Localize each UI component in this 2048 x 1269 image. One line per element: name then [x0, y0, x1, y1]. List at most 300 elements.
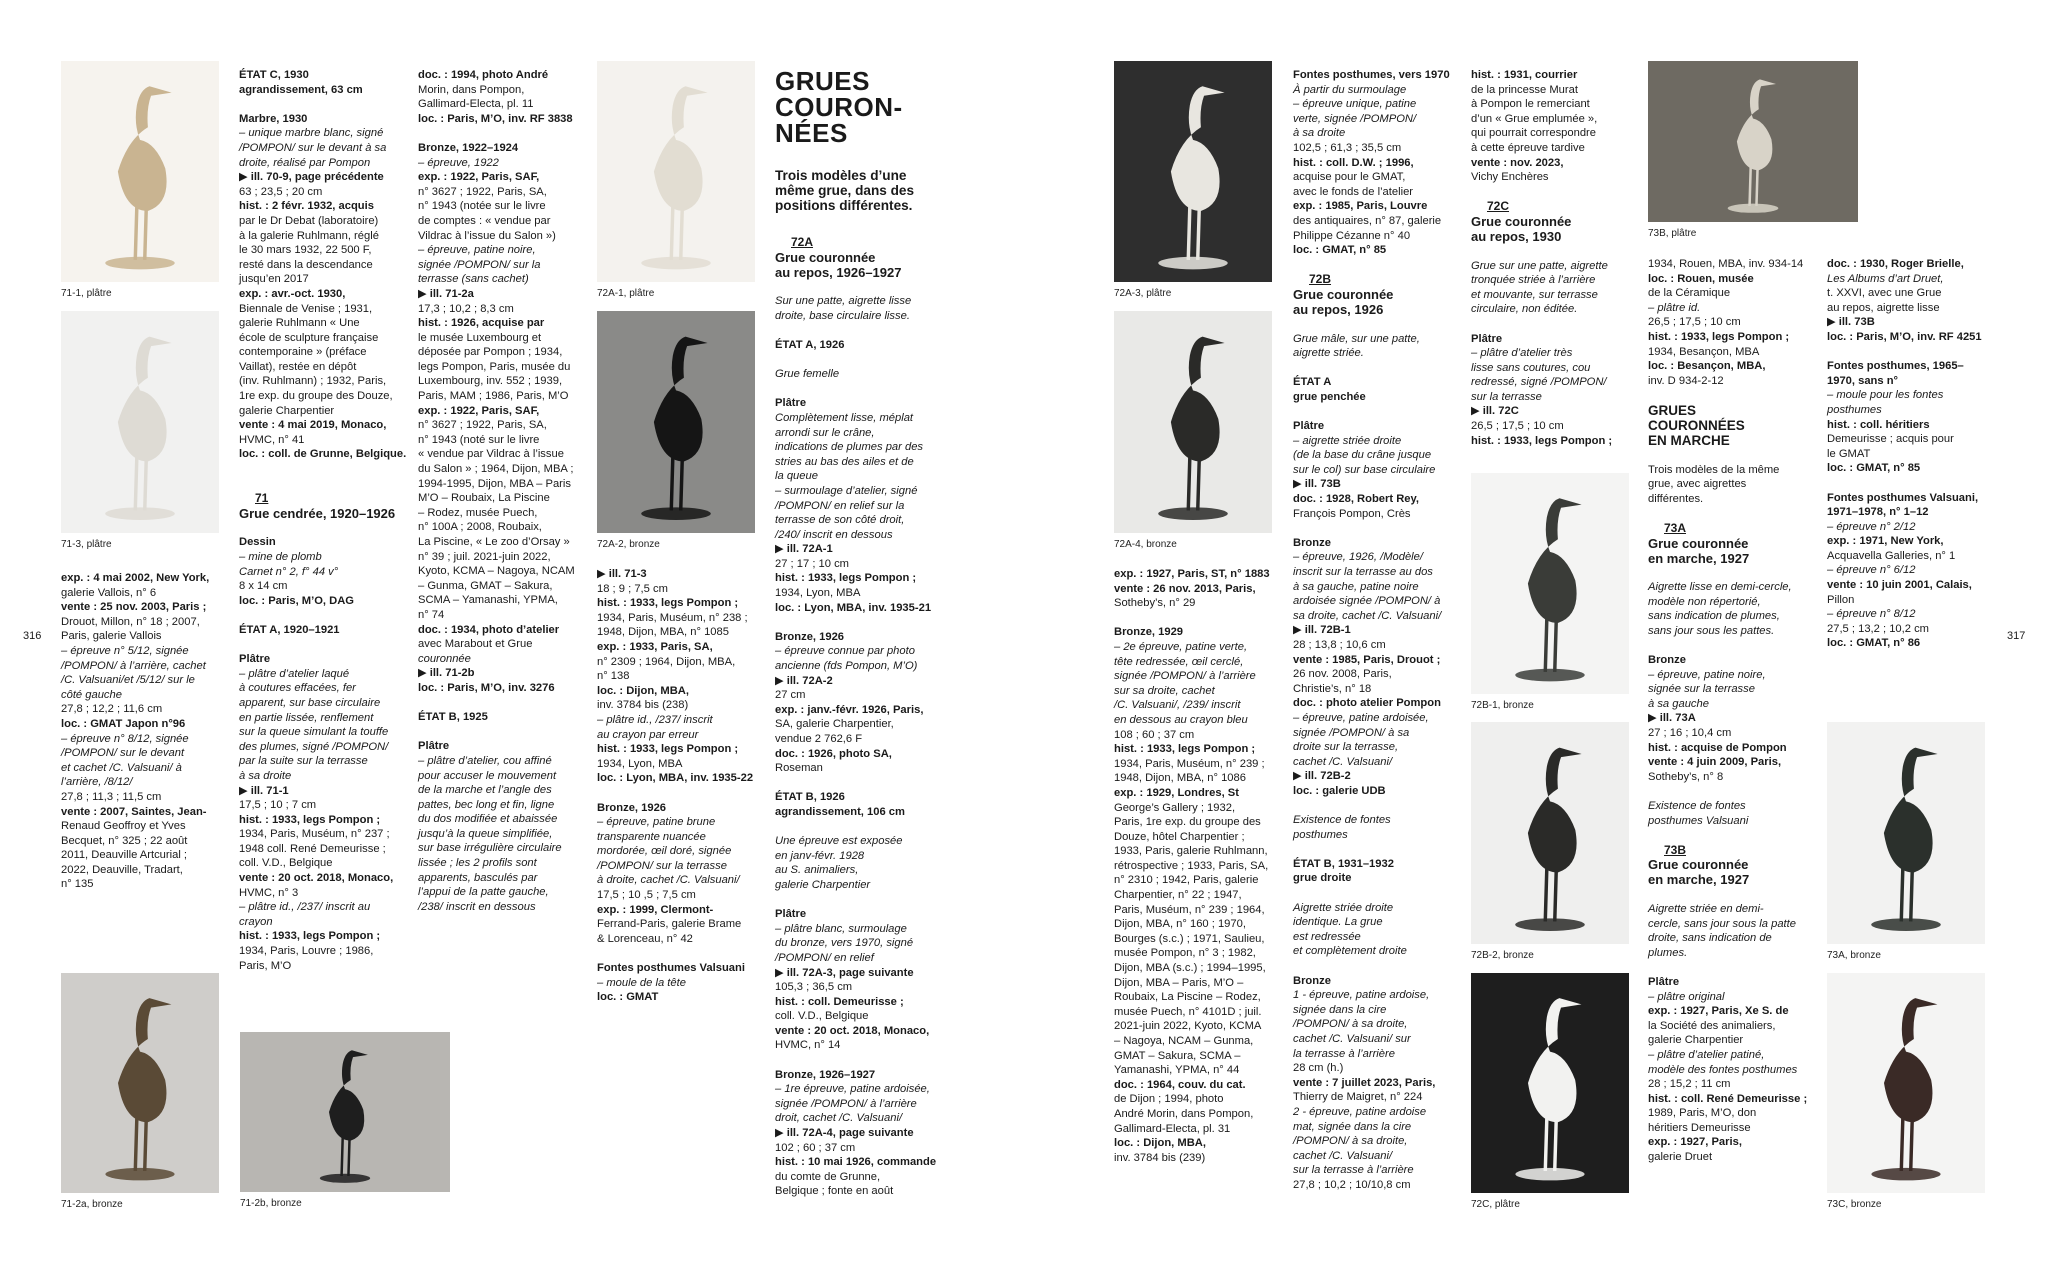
- text-line: 26 nov. 2008, Paris,: [1293, 668, 1392, 681]
- text-line: GMAT – Sakura, SCMA –: [1114, 1049, 1241, 1062]
- italic-line: inscrit sur la terrasse au dos: [1293, 566, 1433, 578]
- text-line: 18 ; 9 ; 7,5 cm: [597, 582, 668, 595]
- field-line: [597, 684, 769, 699]
- italic-line: posthumes: [1293, 828, 1348, 841]
- text-column: [597, 567, 769, 1005]
- text-line: 26,5 ; 17,5 ; 10 cm: [1471, 420, 1564, 433]
- field-value: Paris, M’O, DAG: [268, 594, 355, 607]
- text-line: 63 ; 23,5 ; 20 cm: [239, 185, 323, 198]
- field-value: 1927, Paris, ST, n° 1883: [1146, 568, 1270, 580]
- italic-line: – aigrette striée droite: [1293, 434, 1402, 447]
- text-line: « vendue par Vildrac à l’issue: [418, 448, 564, 461]
- field-value: 1927, Paris, Xe S. de: [1680, 1005, 1789, 1018]
- photo-caption: 73A, bronze: [1827, 950, 1881, 961]
- field-value: 1922, Paris, SAF,: [450, 171, 540, 184]
- photo-caption: 71-2a, bronze: [61, 1199, 123, 1210]
- text-line: Morin, dans Pompon,: [418, 83, 525, 96]
- field-value: 1994, photo André: [450, 69, 549, 81]
- italic-line: mat, signée dans la cire: [1293, 1120, 1412, 1133]
- italic-line: l’arrière, /8/12/: [61, 776, 133, 789]
- field-value: 1929, Londres, St: [1146, 786, 1239, 799]
- text-line: Roubaix, La Piscine – Rodez,: [1114, 991, 1261, 1004]
- text-line: t. XXVI, avec une Grue: [1827, 287, 1942, 300]
- field-label: vente :: [61, 601, 98, 614]
- text-line: 2022, Deauville, Tradart,: [61, 863, 183, 876]
- field-value: 20 oct. 2018, Monaco,: [278, 872, 394, 885]
- field-line: [597, 596, 769, 611]
- field-value: avr.-oct. 1930,: [271, 287, 346, 300]
- field-line: [775, 703, 947, 718]
- italic-line: /POMPON/ en relief sur la: [775, 499, 905, 512]
- text-line: Drouot, Millon, n° 18 ; 2007,: [61, 615, 200, 628]
- italic-line: Les Albums d’art Druet,: [1827, 272, 1944, 285]
- field-label: vente :: [1471, 156, 1508, 169]
- crane-sculpture-icon: [1114, 61, 1272, 282]
- italic-line: – épreuve n° 5/12, signée: [61, 644, 189, 657]
- field-label: doc. :: [1114, 1078, 1144, 1091]
- illustration-ref: ▶ ill. 72B-1: [1293, 624, 1351, 637]
- text-line: qui pourrait correspondre: [1471, 127, 1596, 140]
- bold-line: Plâtre: [418, 740, 450, 753]
- field-line: [61, 805, 233, 820]
- illustration-ref: ▶ ill. 73B: [1293, 478, 1341, 491]
- italic-line: Aigrette striée droite: [1293, 901, 1394, 914]
- field-value: 1933, Paris, SA,: [629, 640, 713, 653]
- text-line: SCMA – Yamanashi, YPMA,: [418, 594, 558, 607]
- field-value: coll. de Grunne, Belgique.: [268, 448, 407, 461]
- entry-heading: Grue cendrée, 1920–1926: [239, 505, 396, 521]
- italic-line: du bronze, vers 1970, signé: [775, 937, 914, 950]
- italic-line: Une épreuve est exposée: [775, 835, 903, 848]
- italic-line: – plâtre d’atelier patiné,: [1648, 1048, 1765, 1061]
- text-line: Dijon, MBA – Paris, M’O –: [1114, 976, 1244, 989]
- italic-line: droite, sans indication de: [1648, 932, 1772, 945]
- field-line: [418, 316, 590, 331]
- italic-line: et complètement droite: [1293, 945, 1407, 958]
- field-value: coll. D.W. ; 1996,: [1325, 156, 1414, 169]
- field-value: 1933, legs Pompon ;: [629, 597, 739, 610]
- subtitle-line: Trois modèles d’une: [775, 168, 907, 183]
- text-line: école de sculpture française: [239, 331, 379, 344]
- bold-line: Bronze, 1926: [775, 630, 845, 643]
- field-value: 10 juin 2001, Calais,: [1866, 579, 1972, 592]
- text-line: avec le fonds de l’atelier: [1293, 185, 1414, 198]
- blank-line: [775, 353, 947, 368]
- illustration-ref: ▶ ill. 72A-4, page suivante: [775, 1127, 914, 1140]
- field-line: [1471, 156, 1643, 171]
- text-line: 27,5 ; 13,2 ; 10,2 cm: [1827, 622, 1929, 635]
- italic-line: signée /POMPON/ sur la: [418, 258, 541, 271]
- field-value: nov. 2023,: [1510, 156, 1564, 169]
- text-line: Paris, galerie Vallois: [61, 630, 162, 643]
- italic-line: – plâtre original: [1648, 990, 1725, 1003]
- text-line: Dijon, MBA (s.c.) ; 1994–1995,: [1114, 962, 1266, 975]
- bold-line: ÉTAT A: [1293, 376, 1332, 389]
- field-line: [1293, 653, 1465, 668]
- sculpture-photo: [1827, 722, 1985, 944]
- text-line: Dijon, MBA, n° 160 ; 1970,: [1114, 918, 1246, 931]
- field-label: exp. :: [1648, 1136, 1678, 1149]
- field-label: hist. :: [239, 930, 269, 943]
- italic-line: ancienne (fds Pompon, M’O): [775, 660, 918, 673]
- crane-sculpture-icon: [1114, 311, 1272, 533]
- blank-line: [1648, 828, 1820, 843]
- text-line: galerie Ruhlmann « Une: [239, 317, 360, 330]
- field-line: [239, 418, 411, 433]
- field-value: photo atelier Pompon: [1325, 697, 1441, 710]
- italic-line: Carnet n° 2, f° 44 v°: [239, 565, 339, 578]
- blank-line: [597, 946, 769, 961]
- italic-line: /POMPON/ à l’arrière, cachet: [61, 659, 206, 672]
- italic-line: /POMPON/ à sa droite,: [1293, 1135, 1408, 1148]
- bold-line: Bronze, 1926–1927: [775, 1068, 876, 1081]
- field-line: [1293, 784, 1465, 799]
- section-column: [775, 68, 947, 1199]
- field-value: 1934, photo d’atelier: [450, 623, 560, 636]
- text-line: à Pompon le remerciant: [1471, 98, 1590, 111]
- italic-line: lissée ; les 2 profils sont: [418, 857, 537, 870]
- field-value: coll. René Demeurisse ;: [1680, 1092, 1808, 1105]
- field-label: hist. :: [1114, 743, 1144, 756]
- field-value: Paris, M’O, inv. 3276: [447, 681, 555, 694]
- text-line: 28 ; 13,8 ; 10,6 cm: [1293, 638, 1386, 651]
- text-line: resté dans la descendance: [239, 258, 373, 271]
- text-line: rétrospective ; 1933, Paris, SA,: [1114, 859, 1269, 872]
- field-line: [1827, 257, 1999, 272]
- italic-line: – 1re épreuve, patine ardoisée,: [775, 1083, 930, 1096]
- bold-line: agrandissement, 63 cm: [239, 83, 363, 96]
- text-line: Becquet, n° 325 ; 22 août: [61, 834, 188, 847]
- crane-sculpture-icon: [61, 311, 219, 533]
- field-label: loc. :: [597, 772, 624, 785]
- bold-line: ÉTAT B, 1925: [418, 711, 488, 724]
- italic-line: Complètement lisse, méplat: [775, 411, 914, 424]
- blank-line: [1471, 317, 1643, 332]
- field-value: Lyon, MBA, inv. 1935-21: [804, 601, 932, 614]
- text-line: 27,8 ; 10,2 ; 10/10,8 cm: [1293, 1178, 1411, 1191]
- text-line: 27,8 ; 12,2 ; 11,6 cm: [61, 703, 163, 716]
- text-line: de comptes : « vendue par: [418, 214, 551, 227]
- photo-caption: 71-3, plâtre: [61, 539, 112, 550]
- field-line: [1293, 156, 1465, 171]
- text-line: 1934, Paris, Muséum, n° 238 ;: [597, 611, 748, 624]
- bold-line: Plâtre: [1293, 420, 1325, 433]
- text-line: coll. V.D., Belgique: [239, 857, 333, 870]
- italic-line: la queue: [775, 470, 818, 483]
- bold-line: Fontes posthumes, vers 1970: [1293, 69, 1450, 81]
- italic-line: de la marche et l’angle des: [418, 784, 552, 797]
- field-label: doc. :: [775, 747, 805, 760]
- blank-line: [597, 786, 769, 801]
- field-value: 1933, legs Pompon ;: [629, 743, 739, 756]
- sculpture-photo: [61, 311, 219, 533]
- text-line: Biennale de Venise ; 1931,: [239, 302, 373, 315]
- title-line: COURON-: [775, 92, 903, 122]
- italic-line: cachet /C. Valsuani/ sur: [1293, 1033, 1411, 1045]
- field-label: hist. :: [239, 813, 269, 826]
- field-line: [1471, 68, 1643, 83]
- text-line: n° 39 ; juil. 2021-juin 2022,: [418, 550, 551, 563]
- text-line: Yamanashi, YPMA, n° 44: [1114, 1064, 1240, 1077]
- italic-line: par la suite sur la terrasse: [239, 755, 368, 768]
- italic-line: lisse sans coutures, cou: [1471, 361, 1591, 374]
- field-line: [775, 747, 947, 762]
- field-label: loc. :: [775, 601, 802, 614]
- italic-line: – plâtre id., /237/ inscrit au: [239, 901, 371, 914]
- entry-heading: Grue couronnée: [1648, 857, 1749, 873]
- field-value: 7 juillet 2023, Paris,: [1332, 1076, 1436, 1089]
- field-line: [418, 623, 590, 638]
- text-line: du Salon » ; 1964, Dijon, MBA ;: [418, 463, 574, 476]
- italic-line: identique. La grue: [1293, 916, 1383, 929]
- italic-line: – épreuve n° 8/12: [1827, 608, 1916, 621]
- text-line: Gallimard-Electa, pl. 31: [1114, 1122, 1231, 1135]
- text-line: Charpentier, n° 22 ; 1947,: [1114, 889, 1242, 902]
- sculpture-photo: [1471, 973, 1629, 1193]
- text-line: 1989, Paris, M’O, don: [1648, 1107, 1757, 1120]
- sculpture-photo: [61, 61, 219, 282]
- italic-line: stries au bas des ailes et de: [775, 455, 914, 468]
- crane-sculpture-icon: [597, 61, 755, 282]
- text-line: le GMAT: [1827, 447, 1871, 460]
- field-label: hist. :: [597, 597, 627, 610]
- field-value: 4 mai 2019, Monaco,: [278, 419, 387, 432]
- field-value: Dijon, MBA,: [626, 684, 689, 697]
- italic-line: Grue sur une patte, aigrette: [1471, 259, 1608, 272]
- sculpture-photo: [1648, 61, 1858, 222]
- bold-line: ÉTAT A, 1926: [775, 338, 845, 351]
- text-line: n° 3627 ; 1922, Paris, SA,: [418, 419, 547, 432]
- field-label: hist. :: [775, 572, 805, 585]
- field-line: [775, 571, 947, 586]
- italic-line: indications de plumes par des: [775, 441, 924, 454]
- blank-line: [418, 725, 590, 740]
- text-line: vendue 2 762,6 F: [775, 733, 863, 745]
- entry-heading: Grue couronnée: [775, 249, 876, 265]
- text-line: Douze, hôtel Charpentier ;: [1114, 830, 1245, 843]
- field-value: 1933, legs Pompon ;: [1680, 330, 1790, 343]
- photo-caption: 72B-1, bronze: [1471, 700, 1534, 711]
- crane-sculpture-icon: [1471, 722, 1629, 944]
- field-label: vente :: [775, 1024, 812, 1037]
- entry-heading: Grue couronnée: [1293, 286, 1394, 302]
- blank-line: [239, 462, 411, 477]
- text-line: HVMC, n° 3: [239, 886, 299, 899]
- field-value: GMAT: [626, 991, 659, 1004]
- text-line: Demeurisse ; acquis pour: [1827, 433, 1954, 446]
- field-line: [1293, 696, 1465, 711]
- italic-line: – épreuve, patine noire,: [418, 244, 536, 257]
- field-value: GMAT, n° 85: [1322, 244, 1387, 257]
- text-line: Luxembourg, inv. 552 ; 1939,: [418, 375, 563, 388]
- text-line: 26,5 ; 17,5 ; 10 cm: [1648, 316, 1741, 329]
- field-line: [1114, 582, 1286, 597]
- text-line: 102 ; 60 ; 37 cm: [775, 1141, 856, 1154]
- entry-number: 71: [255, 491, 269, 506]
- field-line: [1648, 330, 1820, 345]
- field-label: hist. :: [1471, 434, 1501, 447]
- text-line: Pillon: [1827, 593, 1855, 606]
- italic-line: – épreuve, 1922: [418, 156, 499, 169]
- text-line: 1934, Rouen, MBA, inv. 934-14: [1648, 258, 1804, 270]
- text-line: Trois modèles de la même: [1648, 463, 1780, 476]
- blank-line: [775, 323, 947, 338]
- italic-line: – plâtre id.: [1648, 301, 1701, 314]
- illustration-ref: ▶ ill. 72A-2: [775, 674, 833, 687]
- italic-line: – plâtre d’atelier, cou affiné: [418, 754, 552, 767]
- crane-sculpture-icon: [1827, 722, 1985, 944]
- blank-line: [239, 477, 411, 492]
- text-line: 2021-juin 2022, Kyoto, KCMA: [1114, 1020, 1262, 1033]
- field-value: 1999, Clermont-: [629, 903, 714, 916]
- blank-line: [1648, 960, 1820, 975]
- italic-line: sur sa droite, cachet: [1114, 684, 1215, 697]
- text-line: de la Céramique: [1648, 287, 1731, 300]
- blank-line: [775, 615, 947, 630]
- text-line: 1934, Paris, Muséum, n° 239 ;: [1114, 757, 1265, 770]
- italic-line: – plâtre id., /237/ inscrit: [597, 713, 713, 726]
- field-line: [1648, 272, 1820, 287]
- text-column: [1114, 567, 1286, 1165]
- italic-line: /POMPON/ sur la terrasse: [597, 859, 727, 872]
- italic-line: – épreuve connue par photo: [775, 645, 915, 658]
- field-label: exp. :: [418, 171, 448, 184]
- field-label: loc. :: [1648, 360, 1675, 373]
- photo-caption: 72B-2, bronze: [1471, 950, 1534, 961]
- italic-line: signée /POMPON/ à sa: [1293, 726, 1410, 739]
- italic-line: /POMPON/ sur le devant: [61, 747, 185, 760]
- field-line: [61, 717, 233, 732]
- entry-number: 72C: [1487, 199, 1510, 214]
- field-label: loc. :: [597, 991, 624, 1004]
- field-label: doc. :: [1293, 493, 1323, 506]
- bold-line: ÉTAT B, 1926: [775, 791, 845, 804]
- field-label: exp. :: [1293, 200, 1323, 213]
- text-line: 1934, Lyon, MBA: [775, 587, 861, 600]
- italic-line: /C. Valsuani/, /239/ inscrit: [1114, 699, 1241, 712]
- field-label: vente :: [61, 805, 98, 818]
- blank-line: [1293, 799, 1465, 814]
- bold-line: agrandissement, 106 cm: [775, 805, 905, 818]
- field-label: hist. :: [239, 200, 269, 213]
- bold-line: Bronze: [1648, 654, 1686, 667]
- blank-line: [775, 382, 947, 397]
- italic-line: jusqu’à la queue simplifiée,: [418, 827, 553, 840]
- italic-line: au crayon par erreur: [597, 728, 699, 741]
- text-line: legs Pompon, Paris, musée du: [418, 360, 571, 373]
- entry-heading: en marche, 1927: [1648, 550, 1750, 566]
- italic-line: terrasse (sans cachet): [418, 273, 529, 286]
- sculpture-photo: [1471, 722, 1629, 944]
- italic-line: en dessous au crayon bleu: [1114, 713, 1248, 726]
- blank-line: [1293, 959, 1465, 974]
- blank-line: [1648, 506, 1820, 521]
- text-line: 8 x 14 cm: [239, 580, 288, 593]
- blank-line: [1293, 361, 1465, 376]
- field-value: 1933, legs Pompon ;: [1146, 743, 1256, 756]
- text-line: avec Marabout et Grue: [418, 638, 533, 651]
- italic-line: et mouvante, sur terrasse: [1471, 288, 1598, 301]
- field-line: [597, 742, 769, 757]
- field-label: hist. :: [1648, 1092, 1678, 1105]
- text-line: 1934, Paris, Louvre ; 1986,: [239, 945, 374, 958]
- field-label: loc. :: [1648, 272, 1675, 285]
- field-label: doc. :: [418, 623, 448, 636]
- italic-line: galerie Charpentier: [775, 878, 871, 891]
- italic-line: sa droite, cachet /C. Valsuani/: [1293, 609, 1442, 622]
- field-value: GMAT, n° 85: [1856, 462, 1921, 475]
- field-label: hist. :: [775, 995, 805, 1008]
- italic-line: /240/ inscrit en dessous: [775, 528, 893, 541]
- field-line: [239, 447, 411, 462]
- text-line: 1933, Paris, galerie Ruhlmann,: [1114, 845, 1268, 858]
- field-value: coll. héritiers: [1859, 418, 1930, 431]
- text-line: Vichy Enchères: [1471, 171, 1549, 184]
- text-line: Bourges (s.c.) ; 1971, Saulieu,: [1114, 932, 1265, 945]
- blank-line: [1648, 887, 1820, 902]
- field-value: Paris, M’O, inv. RF 4251: [1856, 330, 1982, 343]
- italic-line: – épreuve n° 6/12: [1827, 564, 1916, 577]
- photo-caption: 71-2b, bronze: [240, 1198, 302, 1209]
- field-line: [61, 571, 233, 586]
- text-column: [1648, 257, 1820, 1165]
- text-line: n° 74: [418, 608, 445, 621]
- field-label: loc. :: [239, 594, 266, 607]
- field-line: [239, 929, 411, 944]
- blank-line: [1471, 185, 1643, 200]
- italic-line: sur base irrégulière circulaire: [418, 842, 562, 855]
- field-line: [775, 601, 947, 616]
- entry-heading: au repos, 1930: [1471, 228, 1562, 244]
- italic-line: arrondi sur le crâne,: [775, 426, 875, 439]
- italic-line: – moule de la tête: [597, 976, 686, 989]
- text-line: galerie Charpentier: [1648, 1034, 1744, 1047]
- text-line: 1re exp. du groupe des Douze,: [239, 390, 393, 403]
- field-value: 2007, Saintes, Jean-: [100, 805, 207, 818]
- bold-line: Bronze, 1922–1924: [418, 141, 519, 154]
- photo-caption: 72C, plâtre: [1471, 1199, 1520, 1210]
- text-line: acquise pour le GMAT,: [1293, 171, 1406, 184]
- text-line: galerie Vallois, n° 6: [61, 586, 157, 599]
- text-line: 17,5 ; 10 ,5 ; 7,5 cm: [597, 889, 696, 902]
- illustration-ref: ▶ ill. 71-2a: [418, 287, 474, 300]
- field-value: 1922, Paris, SAF,: [450, 404, 540, 417]
- field-label: hist. :: [1471, 69, 1501, 81]
- sculpture-photo: [1827, 973, 1985, 1193]
- italic-line: Grue mâle, sur une patte,: [1293, 332, 1420, 345]
- italic-line: – épreuve, patine ardoisée,: [1293, 711, 1429, 724]
- entry-heading: au repos, 1926: [1293, 301, 1384, 317]
- field-value: 1930, Roger Brielle,: [1859, 258, 1964, 270]
- subtitle-line: positions différentes.: [775, 198, 913, 213]
- field-value: Lyon, MBA, inv. 1935-22: [626, 772, 754, 785]
- italic-line: aigrette striée.: [1293, 347, 1364, 360]
- section-heading: COURONNÉES: [1648, 417, 1745, 433]
- italic-line: crayon: [239, 915, 273, 928]
- bold-line: ÉTAT A, 1920–1921: [239, 623, 340, 636]
- text-line: 1934, Besançon, MBA: [1648, 345, 1760, 358]
- text-line: HVMC, n° 41: [239, 433, 305, 446]
- field-value: 26 nov. 2013, Paris,: [1153, 582, 1256, 595]
- sculpture-photo: [597, 61, 755, 282]
- field-value: 4 juin 2009, Paris,: [1687, 756, 1782, 769]
- text-line: Sotheby’s, n° 8: [1648, 770, 1724, 783]
- bold-line: Fontes posthumes, 1965–: [1827, 360, 1964, 373]
- bold-line: ÉTAT C, 1930: [239, 69, 309, 81]
- field-value: coll. Demeurisse ;: [807, 995, 904, 1008]
- text-line: inv. D 934-2-12: [1648, 374, 1724, 387]
- text-line: de Dijon ; 1994, photo: [1114, 1093, 1224, 1106]
